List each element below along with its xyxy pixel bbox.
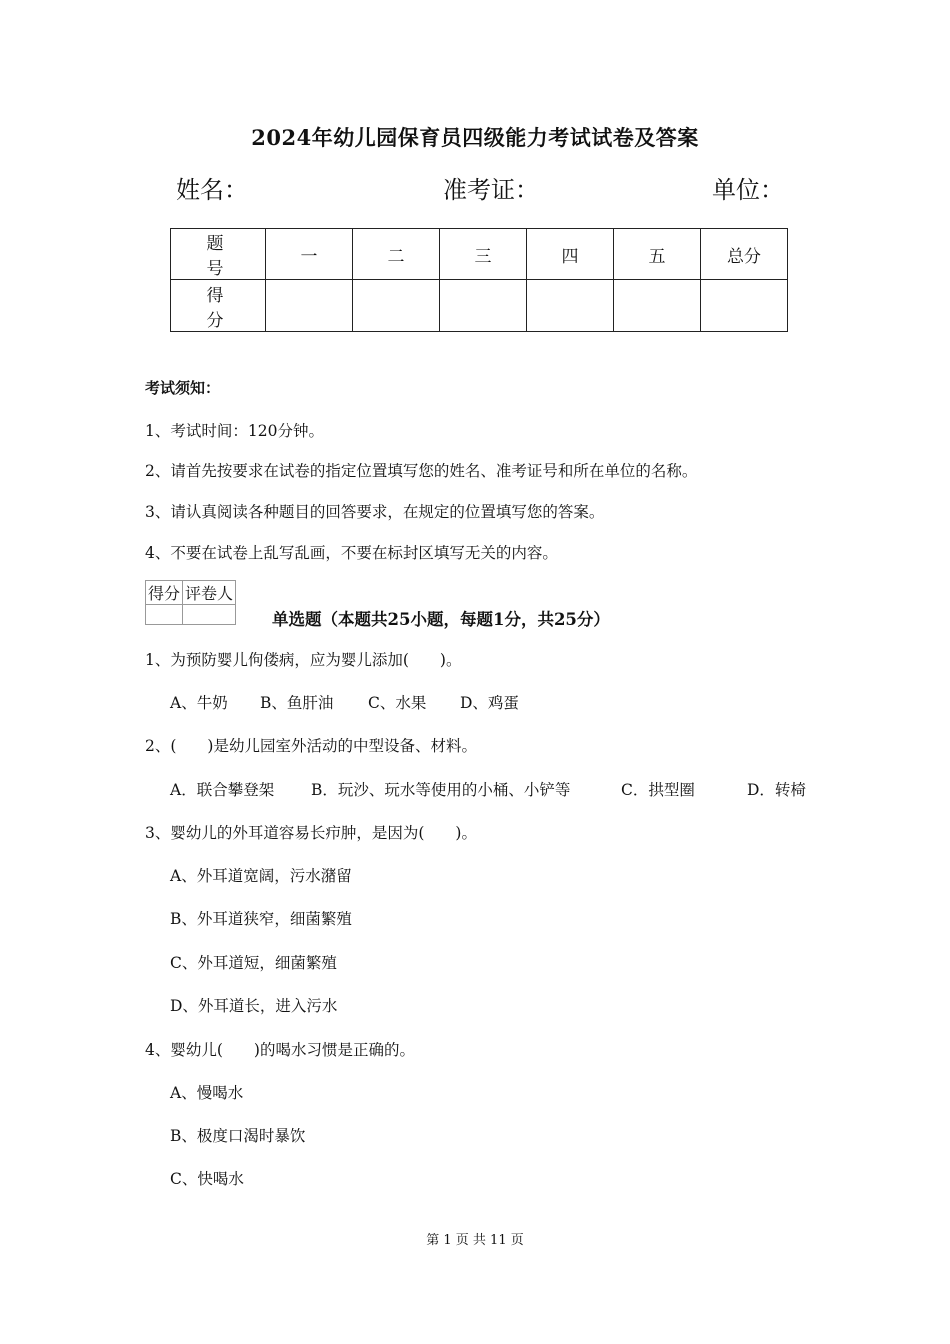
grader-score-cell[interactable] bbox=[146, 605, 183, 625]
option[interactable]: C．拱型圈 bbox=[621, 781, 695, 799]
option[interactable]: D．转椅 bbox=[747, 781, 806, 799]
score-table-header-cell: 四 bbox=[527, 229, 614, 280]
score-cell[interactable] bbox=[353, 280, 440, 332]
score-table-score-row bbox=[171, 280, 788, 332]
score-table bbox=[170, 228, 788, 332]
option[interactable]: D、外耳道长，进入污水 bbox=[170, 997, 338, 1015]
question-stem: 2、( )是幼儿园室外活动的中型设备、材料。 bbox=[145, 737, 477, 755]
notice-item: 4、不要在试卷上乱写乱画，不要在标封区填写无关的内容。 bbox=[145, 544, 558, 562]
name-label: 姓名： bbox=[176, 176, 248, 204]
option[interactable]: B．玩沙、玩水等使用的小桶、小铲等 bbox=[311, 781, 571, 799]
page-title: 2024年幼儿园保育员四级能力考试试卷及答案 bbox=[251, 125, 699, 150]
grader-name-label: 评卷人 bbox=[183, 581, 236, 605]
option[interactable]: A、外耳道宽阔，污水潴留 bbox=[170, 867, 352, 885]
grader-name-cell[interactable] bbox=[183, 605, 236, 625]
question-stem: 4、婴幼儿( )的喝水习惯是正确的。 bbox=[145, 1041, 415, 1059]
grader-score-label: 得分 bbox=[146, 581, 183, 605]
score-table-header-cell: 题 号 bbox=[171, 229, 266, 280]
notice-item: 2、请首先按要求在试卷的指定位置填写您的姓名、准考证号和所在单位的名称。 bbox=[145, 462, 698, 480]
exam-id-label: 准考证： bbox=[443, 176, 539, 204]
score-cell[interactable] bbox=[527, 280, 614, 332]
option[interactable]: A、牛奶 bbox=[170, 694, 228, 712]
section-title: 单选题（本题共25小题，每题1分，共25分） bbox=[272, 610, 610, 629]
unit-label: 单位： bbox=[712, 176, 784, 204]
score-table-header-cell: 一 bbox=[266, 229, 353, 280]
option[interactable]: C、外耳道短，细菌繁殖 bbox=[170, 954, 337, 972]
question-stem: 3、婴幼儿的外耳道容易长疖肿，是因为( )。 bbox=[145, 824, 477, 842]
notice-title: 考试须知： bbox=[145, 379, 221, 397]
question-options bbox=[170, 778, 806, 800]
option[interactable]: C、快喝水 bbox=[170, 1170, 244, 1188]
score-cell[interactable] bbox=[701, 280, 788, 332]
score-table-header-cell: 五 bbox=[614, 229, 701, 280]
score-cell[interactable] bbox=[266, 280, 353, 332]
question-options bbox=[170, 691, 519, 713]
notice-item: 1、考试时间：120分钟。 bbox=[145, 422, 324, 440]
score-cell[interactable] bbox=[614, 280, 701, 332]
option[interactable]: A、慢喝水 bbox=[170, 1084, 244, 1102]
option[interactable]: B、鱼肝油 bbox=[260, 694, 334, 712]
score-table-header-cell: 总分 bbox=[701, 229, 788, 280]
score-table-header-cell: 二 bbox=[353, 229, 440, 280]
grader-table bbox=[145, 580, 236, 625]
option[interactable]: B、极度口渴时暴饮 bbox=[170, 1127, 306, 1145]
question-stem: 1、为预防婴儿佝偻病，应为婴儿添加( )。 bbox=[145, 651, 462, 669]
page-footer: 第 1 页 共 11 页 bbox=[426, 1233, 524, 1248]
option[interactable]: A．联合攀登架 bbox=[170, 781, 275, 799]
option[interactable]: B、外耳道狭窄，细菌繁殖 bbox=[170, 910, 352, 928]
notice-item: 3、请认真阅读各种题目的回答要求，在规定的位置填写您的答案。 bbox=[145, 503, 605, 521]
score-table-header-cell: 三 bbox=[440, 229, 527, 280]
option[interactable]: D、鸡蛋 bbox=[460, 694, 519, 712]
score-table-header-row bbox=[171, 229, 788, 280]
score-cell[interactable] bbox=[440, 280, 527, 332]
option[interactable]: C、水果 bbox=[368, 694, 427, 712]
score-row-label: 得 分 bbox=[171, 280, 266, 332]
